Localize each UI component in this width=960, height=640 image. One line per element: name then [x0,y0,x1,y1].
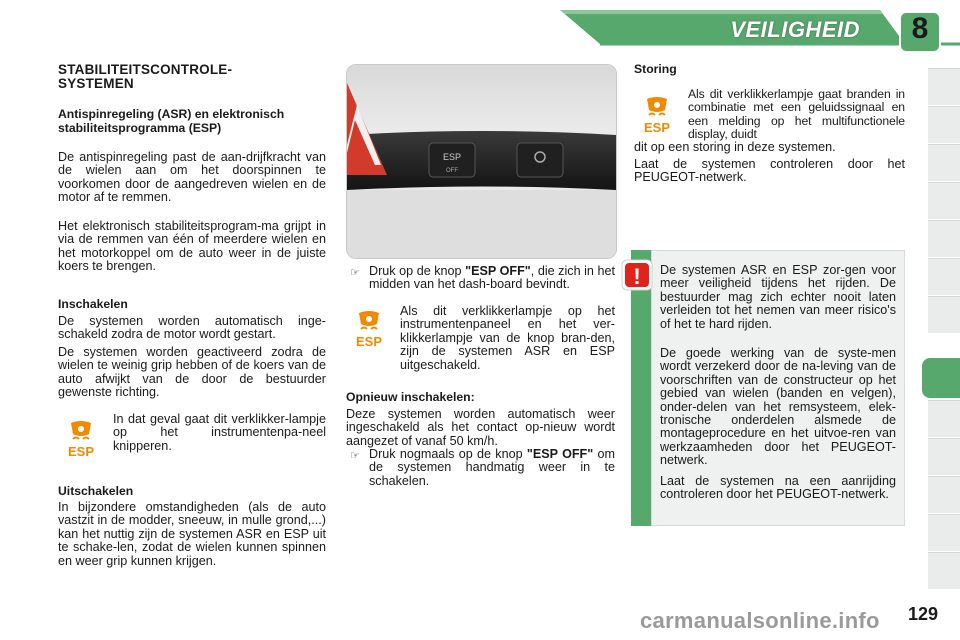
subsection-title: Inschakelen [58,297,128,311]
subsection-title: Opnieuw inschakelen: [346,390,475,404]
chapter-tab[interactable] [928,476,960,513]
instruction-step: Druk op de knop "ESP OFF", die zich in het midden van het dash-board bevindt. [369,264,615,292]
watermark: carmanualsonline.info [640,608,880,633]
esp-warning-icon [640,96,674,136]
warning-exclamation-icon [620,258,654,292]
chapter-tab[interactable] [928,68,960,105]
chapter-tab[interactable] [928,400,960,437]
esp-icon-label: ESP [643,120,671,135]
esp-button-off-label: OFF [446,168,458,174]
page-number: 129 [908,604,939,624]
chapter-tab[interactable] [928,438,960,475]
chapter-tab[interactable] [928,552,960,589]
paragraph: Laat de systemen controleren door het PEUGEOT-netwerk. [634,157,905,185]
chapter-tab[interactable] [928,296,960,333]
chapter-tab[interactable] [928,182,960,219]
esp-warning-icon [64,420,98,460]
esp-icon-label: ESP [355,334,383,349]
icon-description: In dat geval gaat dit verklikker-lampje op het instrumentenpa-neel knipperen. [113,412,326,453]
chapter-number: 8 [911,12,929,45]
warning-paragraph: De goede werking van de syste-men wordt verzekerd door de na-leving van de voorschriften van de constructeur op het gebied van wielen (banden en velgen), onder-delen van het remsysteem, elek-tronische onderdelen alsmede de montageprocedure en het uitvoe-ren van werkzaamheden door het PEUGEOT-netwerk. [660,346,896,468]
subsection-title: Antispinregeling (ASR) en elektronisch stabiliteitsprogramma (ESP) [58,107,285,135]
chapter-tab[interactable] [928,106,960,143]
chapter-tab[interactable] [928,514,960,551]
paragraph: Deze systemen worden automatisch weer ingeschakeld als het contact op-nieuw wordt aangezet of vanaf 50 km/h. [346,407,615,448]
esp-icon-label: ESP [67,444,95,459]
bullet-pointer-icon: ☞ [350,450,360,462]
instruction-step: Druk nogmaals op de knop "ESP OFF" om de systemen handmatig weer in te schakelen. [369,447,615,488]
icon-description: Als dit verklikkerlampje gaat branden in combinatie met een geluidssignaal en een melding op het multifunctionele display, duidt [688,87,905,142]
button-reference: "ESP OFF" [526,447,594,461]
subsection-title: Uitschakelen [58,484,134,498]
paragraph: dit op een storing in deze systemen. [634,140,836,154]
warning-paragraph: De systemen ASR en ESP zor-gen voor meer veiligheid tijdens het rijden. De bestuurder mag zich echter nooit laten verleiden tot het nemen van meer risico's of het te hard rijden. [660,263,896,331]
chapter-tab[interactable] [928,144,960,181]
paragraph: De systemen worden automatisch inge-schakeld zodra de motor wordt gestart. [58,314,326,342]
chapter-tab-active[interactable] [922,358,960,398]
subsection-title: Storing [634,62,677,76]
warning-paragraph: Laat de systemen na een aanrijding controleren door het PEUGEOT-netwerk. [660,474,896,502]
bullet-pointer-icon: ☞ [350,267,360,279]
paragraph: De antispinregeling past de aan-drijfkracht van de wielen aan om het doorspinnen te voorkomen door de aangedreven wielen en de motor af te remmen. [58,150,326,205]
paragraph: In bijzondere omstandigheden (als de auto vastzit in de modder, sneeuw, in mulle grond,...) kan het nuttig zijn de systemen ASR en ESP uit te schake-len, zodat de wielen kunnen spinnen en weer grip kunnen krijgen. [58,500,326,568]
esp-button-label: ESP [442,152,462,162]
svg-text:!: ! [633,264,641,289]
button-reference: "ESP OFF" [465,264,531,278]
chapter-tab[interactable] [928,220,960,257]
icon-description: Als dit verklikkerlampje op het instrumentenpaneel en het ver-klikkerlampje van de knop bran-den, zijn de systemen ASR en ESP uitgeschakeld. [400,304,615,372]
esp-warning-icon [352,310,386,350]
paragraph: Het elektronisch stabiliteitsprogram-ma grijpt in via de remmen van één of meerdere wielen en het motorkoppel om de auto weer in de juiste koers te brengen. [58,219,326,274]
chapter-tab[interactable] [928,258,960,295]
chapter-title: VEILIGHEID [730,17,860,42]
section-title: STABILITEITSCONTROLE-SYSTEMEN [58,62,233,91]
dashboard-photo [346,64,617,259]
paragraph: De systemen worden geactiveerd zodra de wielen te weinig grip hebben of de koers van de auto afwijkt van de door de bestuurder gewenste richting. [58,345,326,400]
